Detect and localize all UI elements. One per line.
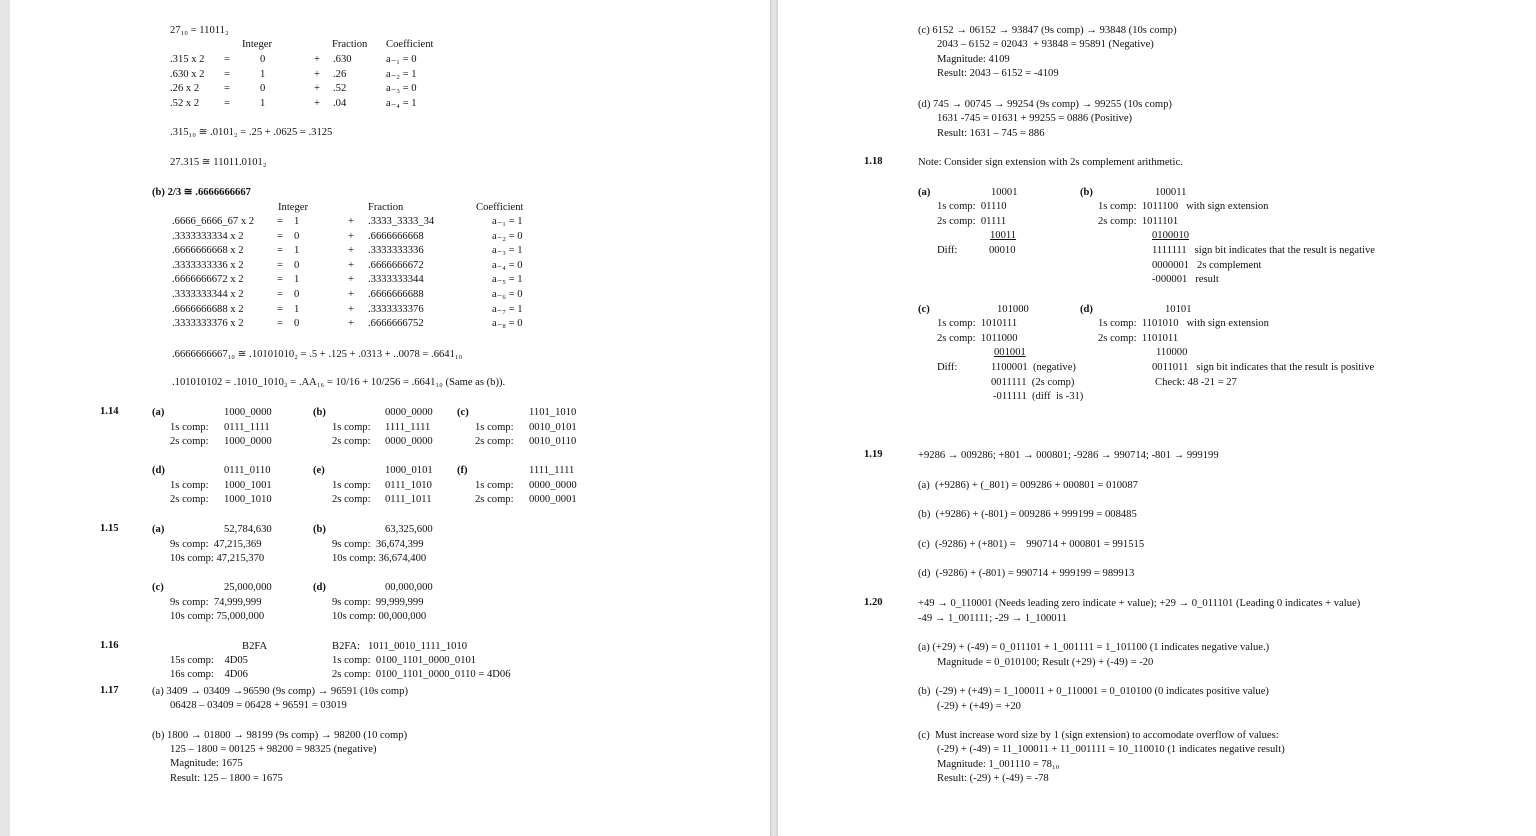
part-label: (c) [457,407,469,418]
conv-row-cell: + [348,303,354,315]
conv-row-cell: + [314,54,320,65]
comp-label: 2s comp: [475,494,514,505]
col-fraction: Fraction [368,202,404,213]
problem-number: 1.15 [100,523,119,534]
value: 100011 [1155,187,1187,198]
comp-value: 0000_0000 [385,436,433,447]
value: 10001 [991,187,1018,198]
sub-question: (d) 745 → 00745 → 99254 (9s comp) → 99255 (10s comp) [918,99,1172,110]
sub-question: 1631 -745 = 01631 + 99255 = 0886 (Positive) [937,113,1133,124]
value: 101000 [997,304,1029,315]
conv-row-cell: = [277,230,283,242]
result-line: 1111111 sign bit indicates that the result is negative [1152,245,1376,256]
conv-row-cell: .3333_3333_34 [368,216,435,227]
comp-value: 1111_1111 [385,421,431,433]
value: 110000 [1156,347,1188,358]
comp-line: 10s comp: 00,000,000 [332,611,427,622]
comp-value: 0000_0001 [529,494,577,505]
conv-row-cell: a₋₄ = 1 [386,97,417,109]
comp-value: 1000_1010 [224,494,272,505]
value-underlined: 0100010 [1152,230,1190,241]
conv-row-cell: .6666666688 x 2 [172,303,244,315]
conv-row-cell: .3333333344 [368,274,424,286]
sub-question: Result: 2043 – 6152 = -4109 [937,68,1059,79]
value: 0000_0000 [385,407,433,418]
value: 52,784,630 [224,524,272,535]
sub-question: Magnitude: 4109 [937,54,1010,65]
conv-row-cell: 0 [294,289,300,300]
conv-row-cell: = [277,289,283,300]
conv-row-cell: .3333333336 [368,245,424,257]
conv-row-cell: 1 [294,303,300,315]
value: 25,000,000 [224,582,272,593]
conv-row-cell: = [224,83,230,94]
comp-line: 2s comp: 01111 [937,216,1007,227]
sub-question: 06428 – 03409 = 06428 + 96591 = 03019 [170,700,347,711]
comp-line: 1s comp: 1101010 with sign extension [1098,318,1269,329]
conv-row-cell: + [314,83,320,94]
comp-value: 0010_0101 [529,421,577,433]
part-label: (e) [313,465,325,476]
conv-row-cell: a₋₂ = 1 [386,68,417,80]
comp-line: 9s comp: 99,999,999 [332,596,424,608]
sub-question: -49 → 1_001111; -29 → 1_100011 [918,613,1067,624]
sub-question: Magnitude: 1_001110 = 78₁₀ [937,759,1060,770]
sub-question: 2043 – 6152 = 02043 + 93848 = 95891 (Negative) [937,39,1154,50]
value: 1000_0101 [385,465,433,476]
conv-hex: .101010102 = .1010_1010₂ = .AA₁₆ = 10/16 + 10/256 = .6641₁₀ (Same as (b)). [172,377,506,388]
conv-row-cell: a₋₆ = 0 [492,289,523,300]
result-line: Check: 48 -21 = 27 [1155,377,1237,388]
part-label: (c) [918,304,930,315]
value: 1000_0000 [224,407,272,418]
conv-row-cell: + [348,274,354,286]
conv-row-cell: .6666666668 [368,230,424,242]
part-label: (d) [1080,304,1093,315]
comp-value: 1000_0000 [224,436,272,447]
conv-row-cell: 0 [294,230,300,242]
comp-line: 9s comp: 36,674,399 [332,538,424,550]
sub-question: (b) (+9286) + (-801) = 009286 + 999199 = 008485 [918,509,1137,520]
value: 0111_0110 [224,465,271,476]
comp-label: 1s comp: [475,479,514,491]
conv-row-cell: .52 [333,83,347,94]
right-page [778,0,1536,836]
sub-question: (c) Must increase word size by 1 (sign extension) to accomodate overflow of values: [918,730,1279,741]
value: 1111_1111 [529,465,575,476]
part-label: (a) [918,187,931,198]
sub-question: (a) (+29) + (-49) = 0_011101 + 1_001111 = 1_101100 (1 indicates negative value.) [918,642,1270,653]
comp-label: 1s comp: [170,479,209,491]
comp-line: 10s comp: 75,000,000 [170,611,265,622]
conv-row-cell: .52 x 2 [170,97,200,109]
conv-row-cell: + [348,289,354,300]
sub-question: +9286 → 009286; +801 → 000801; -9286 → 990714; -801 → 999199 [918,450,1219,461]
sub-question: (a) (+9286) + (_801) = 009286 + 000801 = 010087 [918,480,1138,491]
binary-value: B2FA: 1011_0010_1111_1010 [332,641,468,652]
conv-row-cell: = [277,303,283,315]
conv-row-cell: .3333333376 x 2 [172,318,244,330]
comp-line: 9s comp: 47,215,369 [170,538,262,550]
conv-row-cell: 1 [260,97,266,109]
conv-row-cell: a₋₈ = 0 [492,318,523,330]
col-coefficient: Coefficient [386,39,434,50]
part-label: (c) [152,582,164,593]
result-line: 0011111 (2s comp) [991,377,1075,388]
sub-question: (d) (-9286) + (-801) = 990714 + 999199 = 989913 [918,568,1135,579]
comp-line: 10s comp: 36,674,400 [332,553,427,564]
part-label: (f) [457,465,468,476]
problem-number: 1.19 [864,449,883,460]
sub-question: (c) 6152 → 06152 → 93847 (9s comp) → 93848 (10s comp) [918,25,1177,36]
conv-row-cell: 0 [260,83,266,94]
result-line: 1100001 (negative) [991,362,1076,373]
comp-value: 0111_1111 [224,421,270,433]
conv-row-cell: a₋₃ = 0 [386,83,417,94]
conv-row-cell: .6666666668 x 2 [172,245,244,257]
comp-label: 1s comp: [475,421,514,433]
conv-row-cell: 0 [294,318,300,330]
comp-value: 0111_1010 [385,479,432,491]
comp-line: 1s comp: 01110 [937,201,1007,212]
conv-row-cell: 1 [294,274,300,286]
conv-row-cell: + [348,245,354,257]
sub-question: Result: 1631 – 745 = 886 [937,128,1045,139]
conv-row-cell: = [277,216,283,227]
part-label: (a) [152,407,165,418]
conv-row-cell: = [277,259,283,271]
conv-row-cell: a₋₁ = 1 [492,216,523,227]
conv-row-cell: 1 [294,245,300,257]
conv-row-cell: 1 [260,68,266,80]
conv-row-cell: = [277,245,283,257]
comp-label: 2s comp: [170,436,209,447]
conv-row-cell: a₋₂ = 0 [492,230,523,242]
conv-row-cell: .26 x 2 [170,83,200,94]
comp-line: 15s comp: 4D05 [170,655,248,666]
conv-row-cell: = [224,68,230,80]
value-underlined: 10011 [990,230,1017,241]
conv-row-cell: a₋₁ = 0 [386,54,417,65]
left-page [10,0,770,836]
result-line: 0011011 sign bit indicates that the result is positive [1152,362,1375,373]
sub-question: (b) (-29) + (+49) = 1_100011 + 0_110001 = 0_010100 (0 indicates positive value) [918,686,1269,697]
col-fraction: Fraction [332,39,368,50]
value: 00,000,000 [385,582,433,593]
conv-row-cell: + [348,318,354,330]
diff-label: Diff: [937,362,958,373]
conv-row-cell: = [277,274,283,286]
problem-number: 1.14 [100,406,119,417]
conv-row-cell: 0 [294,259,300,271]
conv-row-cell: + [348,259,354,271]
conv-row-cell: .6666666688 [368,289,424,300]
col-integer: Integer [278,202,308,213]
part-b-title: (b) 2/3 ≅ .6666666667 [152,187,251,198]
value-underlined: 001001 [994,347,1026,358]
comp-label: 2s comp: [332,436,371,447]
comp-label: 1s comp: [332,421,371,433]
sub-question: (b) 1800 → 01800 → 98199 (9s comp) → 98200 (10 comp) [152,730,408,741]
comp-line: 9s comp: 74,999,999 [170,596,262,608]
conv-row-cell: .630 [333,54,352,65]
conv-sum: .315₁₀ ≅ .0101₂ = .25 + .0625 = .3125 [170,127,333,138]
value: 63,325,600 [385,524,433,535]
sub-question: +49 → 0_110001 (Needs leading zero indicate + value); +29 → 0_011101 (Leading 0 indicates + value) [918,598,1361,609]
conv-27: 27₁₀ = 11011₂ [170,25,229,36]
conv-row-cell: .3333333334 x 2 [172,230,244,242]
comp-label: 2s comp: [475,436,514,447]
comp-line: 10s comp: 47,215,370 [170,553,265,564]
sub-question: (a) 3409 → 03409 →96590 (9s comp) → 96591 (10s comp) [152,686,408,697]
problem-number: 1.17 [100,685,119,696]
comp-line: 1s comp: 1011100 with sign extension [1098,201,1269,212]
sub-question: (c) (-9286) + (+801) = 990714 + 000801 = 991515 [918,539,1145,550]
comp-value: 1000_1001 [224,479,272,491]
note: Note: Consider sign extension with 2s complement arithmetic. [918,157,1183,168]
comp-value: 0111_1011 [385,494,432,505]
conv-row-cell: .6666666672 [368,259,424,271]
part-label: (a) [152,524,165,535]
col-coefficient: Coefficient [476,202,524,213]
value: 10101 [1165,304,1192,315]
conv-row-cell: a₋₇ = 1 [492,303,523,315]
comp-value: 0010_0110 [529,436,577,447]
part-label: (b) [1080,187,1093,198]
comp-value: 0000_0000 [529,479,577,491]
comp-label: 1s comp: [332,479,371,491]
comp-label: 2s comp: [170,494,209,505]
comp-line: 2s comp: 1011000 [937,333,1018,344]
conv-row-cell: = [277,318,283,330]
conv-row-cell: = [224,97,230,109]
part-label: (b) [313,524,326,535]
hex-value: B2FA [242,641,268,652]
sub-question: Magnitude: 1675 [170,758,243,769]
conv-row-cell: 1 [294,216,300,227]
conv-row-cell: .3333333376 [368,303,424,315]
problem-number: 1.20 [864,597,883,608]
page-separator [770,0,778,836]
result-line: 0000001 2s complement [1152,260,1262,271]
comp-line: 1s comp: 0100_1101_0000_0101 [332,655,477,666]
part-label: (b) [313,407,326,418]
conv-row-cell: .26 [333,68,347,80]
conv-row-cell: + [314,97,320,109]
conv-row-cell: a₋₃ = 1 [492,245,523,257]
comp-line: 2s comp: 0100_1101_0000_0110 = 4D06 [332,669,511,680]
conv-row-cell: = [224,54,230,65]
sub-question: (-29) + (-49) = 11_100011 + 11_001111 = 10_110010 (1 indicates negative result) [937,744,1285,755]
part-label: (d) [152,465,165,476]
diff-label: Diff: [937,245,958,256]
sub-question: 125 – 1800 = 00125 + 98200 = 98325 (negative) [170,744,377,755]
conv-row-cell: + [348,230,354,242]
value: 1101_1010 [529,407,577,418]
comp-label: 2s comp: [332,494,371,505]
conv-row-cell: .6666666752 [368,318,424,330]
sub-question: Result: (-29) + (-49) = -78 [937,773,1049,784]
conv-row-cell: .6666666672 x 2 [172,274,244,286]
sub-question: Magnitude = 0_010100; Result (+29) + (-49) = -20 [937,657,1154,668]
conv-sum: .6666666667₁₀ ≅ .10101010₂ = .5 + .125 + .0313 + ..0078 = .6641₁₀ [172,349,463,360]
part-label: (d) [313,582,326,593]
problem-number: 1.16 [100,640,119,651]
sub-question: (-29) + (+49) = +20 [937,701,1021,712]
diff-value: 00010 [989,245,1016,256]
conv-row-cell: .3333333336 x 2 [172,259,244,271]
conv-total: 27.315 ≅ 11011.0101₂ [170,157,267,168]
conv-row-cell: + [314,68,320,80]
conv-row-cell: 0 [260,54,266,65]
conv-row-cell: .315 x 2 [170,54,205,65]
conv-row-cell: a₋₄ = 0 [492,259,523,271]
comp-line: 16s comp: 4D06 [170,669,248,680]
conv-row-cell: .6666_6666_67 x 2 [172,216,255,227]
result-line: -011111 (diff is -31) [993,391,1084,402]
result-line: -000001 result [1152,274,1219,285]
conv-row-cell: .630 x 2 [170,68,205,80]
comp-line: 1s comp: 1010111 [937,318,1018,329]
conv-row-cell: .3333333344 x 2 [172,289,244,300]
sub-question: Result: 125 – 1800 = 1675 [170,773,283,784]
conv-row-cell: a₋₅ = 1 [492,274,523,286]
comp-label: 1s comp: [170,421,209,433]
comp-line: 2s comp: 1011101 [1098,216,1179,227]
conv-row-cell: .04 [333,97,347,109]
col-integer: Integer [242,39,272,50]
comp-line: 2s comp: 1101011 [1098,333,1179,344]
conv-row-cell: + [348,216,354,227]
problem-number: 1.18 [864,156,883,167]
